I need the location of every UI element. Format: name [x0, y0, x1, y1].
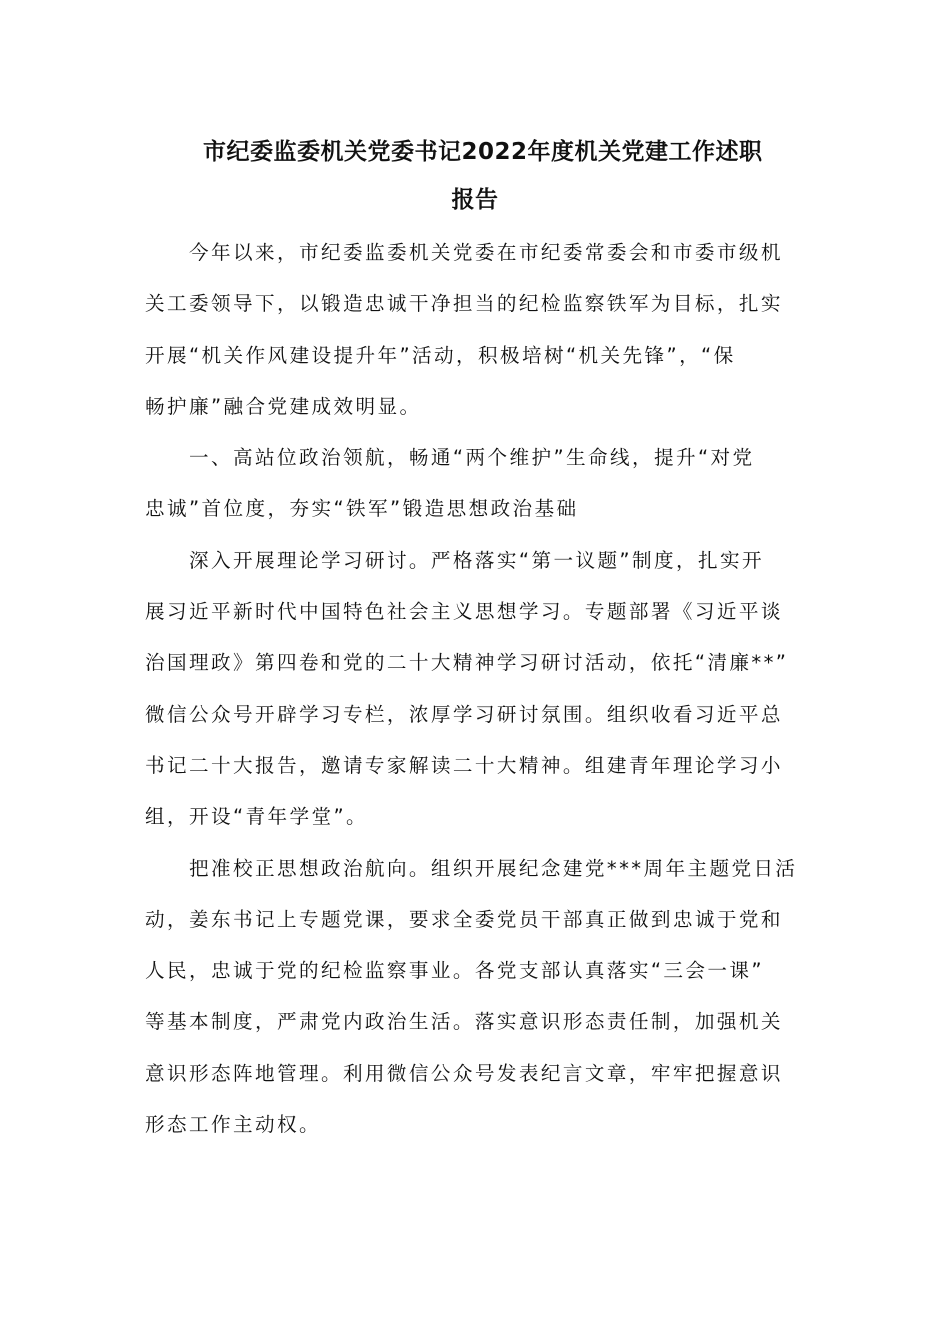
section-heading-paragraph — [145, 432, 805, 535]
theory-study-paragraph — [145, 535, 805, 843]
text-line: 深入开展理论学习研讨。严格落实“第一议题”制度，扎实开 — [189, 548, 764, 572]
text-line: 治国理政》第四卷和党的二十大精神学习研讨活动，依托“清廉**” — [145, 651, 789, 675]
text-line: 畅护廉”融合党建成效明显。 — [145, 394, 422, 418]
text-line: 开展“机关作风建设提升年”活动，积极培树“机关先锋”，“保 — [145, 343, 736, 367]
text-line: 忠诚”首位度，夯实“铁军”锻造思想政治基础 — [145, 497, 579, 521]
text-line: 等基本制度，严肃党内政治生活。落实意识形态责任制，加强机关 — [145, 1010, 783, 1034]
text-line: 今年以来，市纪委监委机关党委在市纪委常委会和市委市级机 — [189, 241, 783, 264]
text-line: 人民，忠诚于党的纪检监察事业。各党支部认真落实“三会一课” — [145, 959, 764, 983]
title-line-1: 市纪委监委机关党委书记2022年度机关党建工作述职 — [203, 139, 763, 165]
text-line: 把准校正思想政治航向。组织开展纪念建党***周年主题党日活 — [189, 856, 798, 880]
text-line: 形态工作主动权。 — [145, 1113, 321, 1137]
intro-paragraph — [145, 227, 805, 432]
political-direction-paragraph — [145, 843, 805, 1151]
text-line: 微信公众号开辟学习专栏，浓厚学习研讨氛围。组织收看习近平总 — [145, 702, 783, 726]
title-line-2: 报告 — [451, 187, 499, 213]
text-line: 书记二十大报告，邀请专家解读二十大精神。组建青年理论学习小 — [145, 753, 783, 777]
text-line: 动，姜东书记上专题党课，要求全委党员干部真正做到忠诚于党和 — [145, 907, 783, 931]
text-line: 展习近平新时代中国特色社会主义思想学习。专题部署《习近平谈 — [145, 600, 783, 624]
text-line: 意识形态阵地管理。利用微信公众号发表纪言文章，牢牢把握意识 — [145, 1061, 783, 1085]
text-line: 组，开设“青年学堂”。 — [145, 805, 369, 829]
document-title — [145, 128, 805, 224]
text-line: 一、高站位政治领航，畅通“两个维护”生命线，提升“对党 — [189, 446, 755, 470]
document-body — [145, 227, 805, 1150]
text-line: 关工委领导下，以锻造忠诚干净担当的纪检监察铁军为目标，扎实 — [145, 292, 783, 316]
